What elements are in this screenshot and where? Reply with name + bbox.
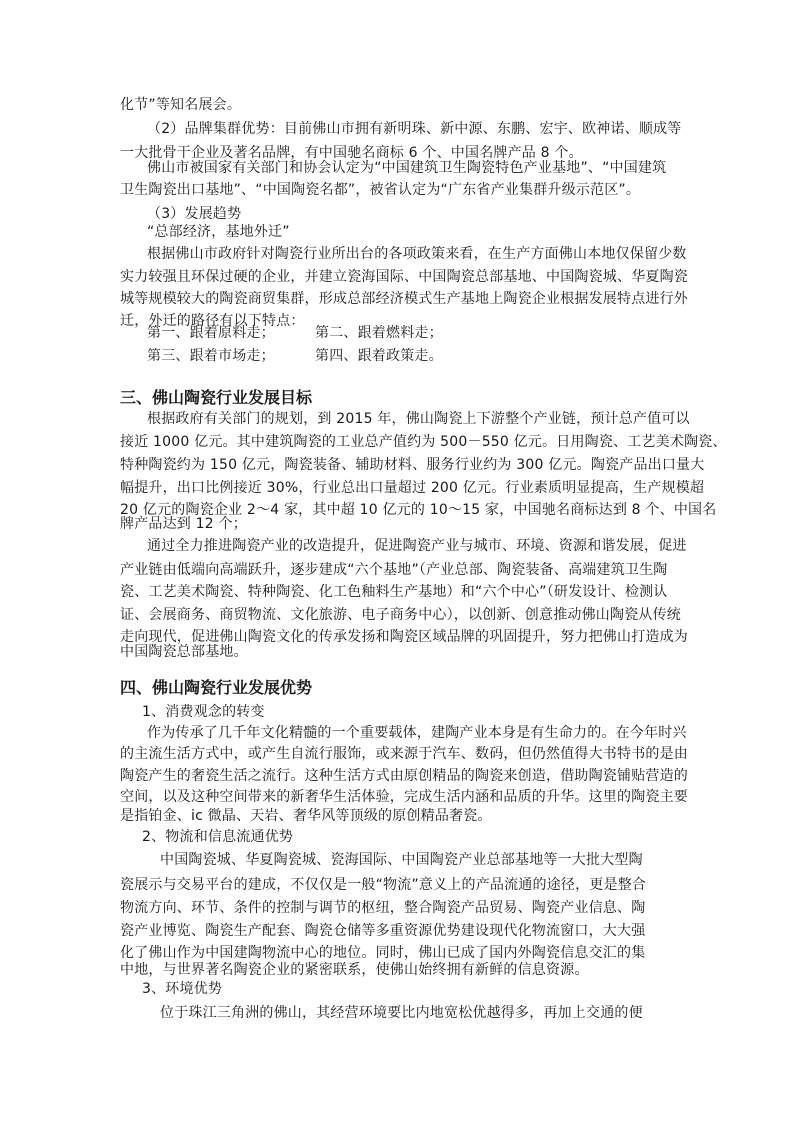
paragraph-line: 陶瓷产生的奢瓷生活之流行。这种生活方式由原创精品的陶瓷来创造，借助陶瓷铺贴营造的 [120, 768, 688, 784]
paragraph-line: 实力较强且环保过硬的企业，并建立瓷海国际、中国陶瓷总部基地、中国陶瓷城、华夏陶瓷 [120, 269, 688, 285]
feature-item: 第四、跟着政策走。 [315, 348, 443, 364]
paragraph-line: （2）品牌集群优势：目前佛山市拥有新明珠、新中源、东鹏、宏宇、欧神诺、顺成等 [147, 121, 682, 137]
feature-row [147, 345, 707, 367]
paragraph-line: 产业链由低端向高端跃升，逐步建成“六个基地”（产业总部、陶瓷装备、高端建筑卫生陶 [120, 562, 668, 578]
paragraph-line: 空间，以及这种空间带来的新奢华生活体验，完成生活内涵和品质的升华。这里的陶瓷主要 [120, 789, 688, 805]
paragraph-line: 走向现代，促进佛山陶瓷文化的传承发扬和陶瓷区域品牌的巩固提升，努力把佛山打造成为 [120, 629, 688, 645]
paragraph-line: 中国陶瓷总部基地。 [120, 644, 248, 660]
paragraph-line: 中地，与世界著名陶瓷企业的紧密联系，使佛山始终拥有新鲜的信息资源。 [120, 962, 589, 978]
paragraph-line: 佛山市被国家有关部门和协会认定为“中国建筑卫生陶瓷特色产业基地”、“中国建筑 [147, 160, 667, 176]
section-heading: 三、佛山陶瓷行业发展目标 [120, 388, 313, 407]
paragraph-line: 幅提升，出口比例接近 30%，行业总出口量超过 200 亿元。行业素质明显提高，生产规模超 [120, 480, 705, 496]
paragraph-line: 化节”等知名展会。 [120, 97, 242, 113]
paragraph-line: 作为传承了几千年文化精髓的一个重要载体，建陶产业本身是有生命力的。在今年时兴 [147, 725, 687, 741]
subheading-line: 2、物流和信息流通优势 [142, 829, 294, 845]
paragraph-line: 牌产品达到 12 个； [120, 516, 247, 532]
paragraph-line: 瓷产业博览、陶瓷生产配套、陶瓷仓储等多重资源优势建设现代化物流窗口，大大强 [120, 923, 646, 939]
paragraph-line: 是指铂金、ic 微晶、天岩、奢华风等顶级的原创精品奢瓷。 [120, 808, 492, 824]
paragraph-line: 特种陶瓷约为 150 亿元，陶瓷装备、辅助材料、服务行业约为 300 亿元。陶瓷产品出口量大 [120, 457, 705, 473]
subheading-line: （3）发展趋势 [147, 206, 242, 222]
paragraph-line: 迁，外迁的路径有以下特点： [120, 313, 305, 329]
paragraph-line: 20 亿元的陶瓷企业 2～4 家，其中超 10 亿元的 10～15 家，中国驰名商标达到 8 个、中国名 [120, 502, 717, 518]
paragraph-line: 瓷展示与交易平台的建成，不仅仅是一般“物流”意义上的产品流通的途径，更是整合 [120, 877, 647, 893]
paragraph-line: “总部经济，基地外迁” [147, 224, 290, 240]
paragraph-line: 瓷、工艺美术陶瓷、特种陶瓷、化工色釉料生产基地）和“六个中心”（研发设计、检测认 [120, 584, 668, 600]
subheading-line: 3、环境优势 [142, 981, 223, 997]
paragraph-line: 卫生陶瓷出口基地”、“中国陶瓷名都”，被省认定为“广东省产业集群升级示范区”。 [120, 182, 641, 198]
section-heading: 四、佛山陶瓷行业发展优势 [120, 678, 313, 697]
paragraph-line: 中国陶瓷城、华夏陶瓷城、瓷海国际、中国陶瓷产业总部基地等一大批大型陶 [160, 852, 643, 868]
paragraph-line: 通过全力推进陶瓷产业的改造提升，促进陶瓷产业与城市、环境、资源和谐发展，促进 [147, 538, 687, 554]
paragraph-line: 位于珠江三角洲的佛山，其经营环境要比内地宽松优越得多，再加上交通的便 [160, 1005, 643, 1021]
paragraph-line: 物流方向、环节、条件的控制与调节的枢纽，整合陶瓷产品贸易、陶瓷产业信息、陶 [120, 900, 646, 916]
paragraph-line: 证、会展商务、商贸物流、文化旅游、电子商务中心），以创新、创意推动佛山陶瓷从传统 [120, 607, 681, 623]
paragraph-line: 化了佛山作为中国建陶物流中心的地位。同时，佛山已成了国内外陶瓷信息交汇的集 [120, 945, 646, 961]
paragraph-line: 一大批骨干企业及著名品牌，有中国驰名商标 6 个、中国名牌产品 8 个。 [120, 145, 583, 161]
feature-row [147, 322, 707, 344]
paragraph-line: 接近 1000 亿元。其中建筑陶瓷的工业总产值约为 500－550 亿元。日用陶瓷、工艺美术陶瓷、 [120, 434, 727, 450]
paragraph-line: 根据佛山市政府针对陶瓷行业所出台的各项政策来看，在生产方面佛山本地仅保留少数 [147, 246, 687, 262]
subheading-line: 1、消费观念的转变 [142, 704, 265, 720]
feature-item: 第一、跟着原料走； [147, 325, 275, 341]
feature-item: 第三、跟着市场走； [147, 348, 275, 364]
paragraph-line: 根据政府有关部门的规划，到 2015 年，佛山陶瓷上下游整个产业链，预计总产值可以 [147, 411, 690, 427]
paragraph-line: 城等规模较大的陶瓷商贸集群，形成总部经济模式生产基地上陶瓷企业根据发展特点进行外 [120, 291, 688, 307]
paragraph-line: 的主流生活方式中，或产生自流行服饰，或来源于汽车、数码，但仍然值得大书特书的是由 [120, 746, 688, 762]
feature-item: 第二、跟着燃料走； [315, 325, 443, 341]
